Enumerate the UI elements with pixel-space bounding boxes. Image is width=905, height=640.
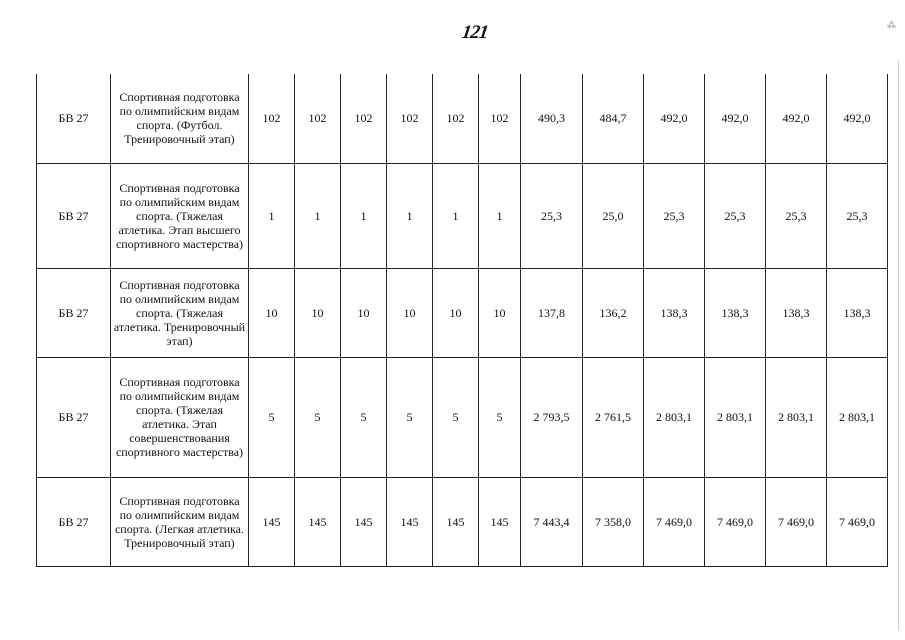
amount-cell: 492,0 bbox=[644, 74, 705, 163]
amount-cell: 138,3 bbox=[644, 268, 705, 357]
amount-cell: 492,0 bbox=[705, 74, 766, 163]
amount-cell: 7 469,0 bbox=[766, 477, 827, 566]
table-row bbox=[37, 74, 888, 163]
table-row bbox=[37, 357, 888, 477]
count-cell: 102 bbox=[479, 74, 521, 163]
amount-cell: 137,8 bbox=[521, 268, 583, 357]
page-number: 121 bbox=[460, 22, 490, 43]
amount-cell: 7 358,0 bbox=[583, 477, 644, 566]
amount-cell: 7 443,4 bbox=[521, 477, 583, 566]
count-cell: 145 bbox=[479, 477, 521, 566]
amount-cell: 25,3 bbox=[644, 163, 705, 268]
amount-cell: 490,3 bbox=[521, 74, 583, 163]
count-cell: 145 bbox=[341, 477, 387, 566]
count-cell: 145 bbox=[387, 477, 433, 566]
row-code: БВ 27 bbox=[37, 163, 111, 268]
count-cell: 102 bbox=[387, 74, 433, 163]
count-cell: 5 bbox=[341, 357, 387, 477]
amount-cell: 2 761,5 bbox=[583, 357, 644, 477]
count-cell: 10 bbox=[387, 268, 433, 357]
amount-cell: 25,0 bbox=[583, 163, 644, 268]
count-cell: 10 bbox=[479, 268, 521, 357]
amount-cell: 2 803,1 bbox=[644, 357, 705, 477]
table-row bbox=[37, 477, 888, 566]
amount-cell: 138,3 bbox=[827, 268, 888, 357]
count-cell: 145 bbox=[433, 477, 479, 566]
count-cell: 1 bbox=[341, 163, 387, 268]
amount-cell: 25,3 bbox=[766, 163, 827, 268]
count-cell: 102 bbox=[249, 74, 295, 163]
amount-cell: 136,2 bbox=[583, 268, 644, 357]
row-description: Спортивная подготовка по олимпийским видам спорта. (Тяжелая атлетика. Тренировочный этап) bbox=[111, 268, 249, 357]
amount-cell: 25,3 bbox=[705, 163, 766, 268]
row-code: БВ 27 bbox=[37, 357, 111, 477]
count-cell: 5 bbox=[479, 357, 521, 477]
row-code: БВ 27 bbox=[37, 74, 111, 163]
count-cell: 5 bbox=[295, 357, 341, 477]
row-description: Спортивная подготовка по олимпийским видам спорта. (Футбол. Тренировочный этап) bbox=[111, 74, 249, 163]
scan-artifact-icon: ⁂ bbox=[887, 20, 896, 30]
count-cell: 1 bbox=[479, 163, 521, 268]
row-description: Спортивная подготовка по олимпийским видам спорта. (Тяжелая атлетика. Этап совершенствования спортивного мастерства) bbox=[111, 357, 249, 477]
budget-table bbox=[36, 74, 888, 567]
count-cell: 5 bbox=[249, 357, 295, 477]
amount-cell: 25,3 bbox=[521, 163, 583, 268]
count-cell: 5 bbox=[387, 357, 433, 477]
amount-cell: 2 793,5 bbox=[521, 357, 583, 477]
count-cell: 5 bbox=[433, 357, 479, 477]
amount-cell: 2 803,1 bbox=[827, 357, 888, 477]
count-cell: 1 bbox=[387, 163, 433, 268]
count-cell: 102 bbox=[433, 74, 479, 163]
count-cell: 10 bbox=[295, 268, 341, 357]
amount-cell: 492,0 bbox=[827, 74, 888, 163]
count-cell: 102 bbox=[341, 74, 387, 163]
amount-cell: 7 469,0 bbox=[827, 477, 888, 566]
amount-cell: 138,3 bbox=[705, 268, 766, 357]
row-description: Спортивная подготовка по олимпийским видам спорта. (Тяжелая атлетика. Этап высшего спортивного мастерства) bbox=[111, 163, 249, 268]
count-cell: 145 bbox=[295, 477, 341, 566]
count-cell: 1 bbox=[295, 163, 341, 268]
page-edge-divider bbox=[898, 60, 899, 630]
count-cell: 1 bbox=[433, 163, 479, 268]
count-cell: 10 bbox=[341, 268, 387, 357]
amount-cell: 25,3 bbox=[827, 163, 888, 268]
count-cell: 10 bbox=[433, 268, 479, 357]
amount-cell: 2 803,1 bbox=[705, 357, 766, 477]
amount-cell: 7 469,0 bbox=[705, 477, 766, 566]
amount-cell: 484,7 bbox=[583, 74, 644, 163]
row-description: Спортивная подготовка по олимпийским видам спорта. (Легкая атлетика. Тренировочный этап) bbox=[111, 477, 249, 566]
count-cell: 10 bbox=[249, 268, 295, 357]
table-row bbox=[37, 163, 888, 268]
amount-cell: 492,0 bbox=[766, 74, 827, 163]
count-cell: 102 bbox=[295, 74, 341, 163]
amount-cell: 7 469,0 bbox=[644, 477, 705, 566]
amount-cell: 2 803,1 bbox=[766, 357, 827, 477]
count-cell: 1 bbox=[249, 163, 295, 268]
row-code: БВ 27 bbox=[37, 268, 111, 357]
table-row bbox=[37, 268, 888, 357]
count-cell: 145 bbox=[249, 477, 295, 566]
amount-cell: 138,3 bbox=[766, 268, 827, 357]
row-code: БВ 27 bbox=[37, 477, 111, 566]
